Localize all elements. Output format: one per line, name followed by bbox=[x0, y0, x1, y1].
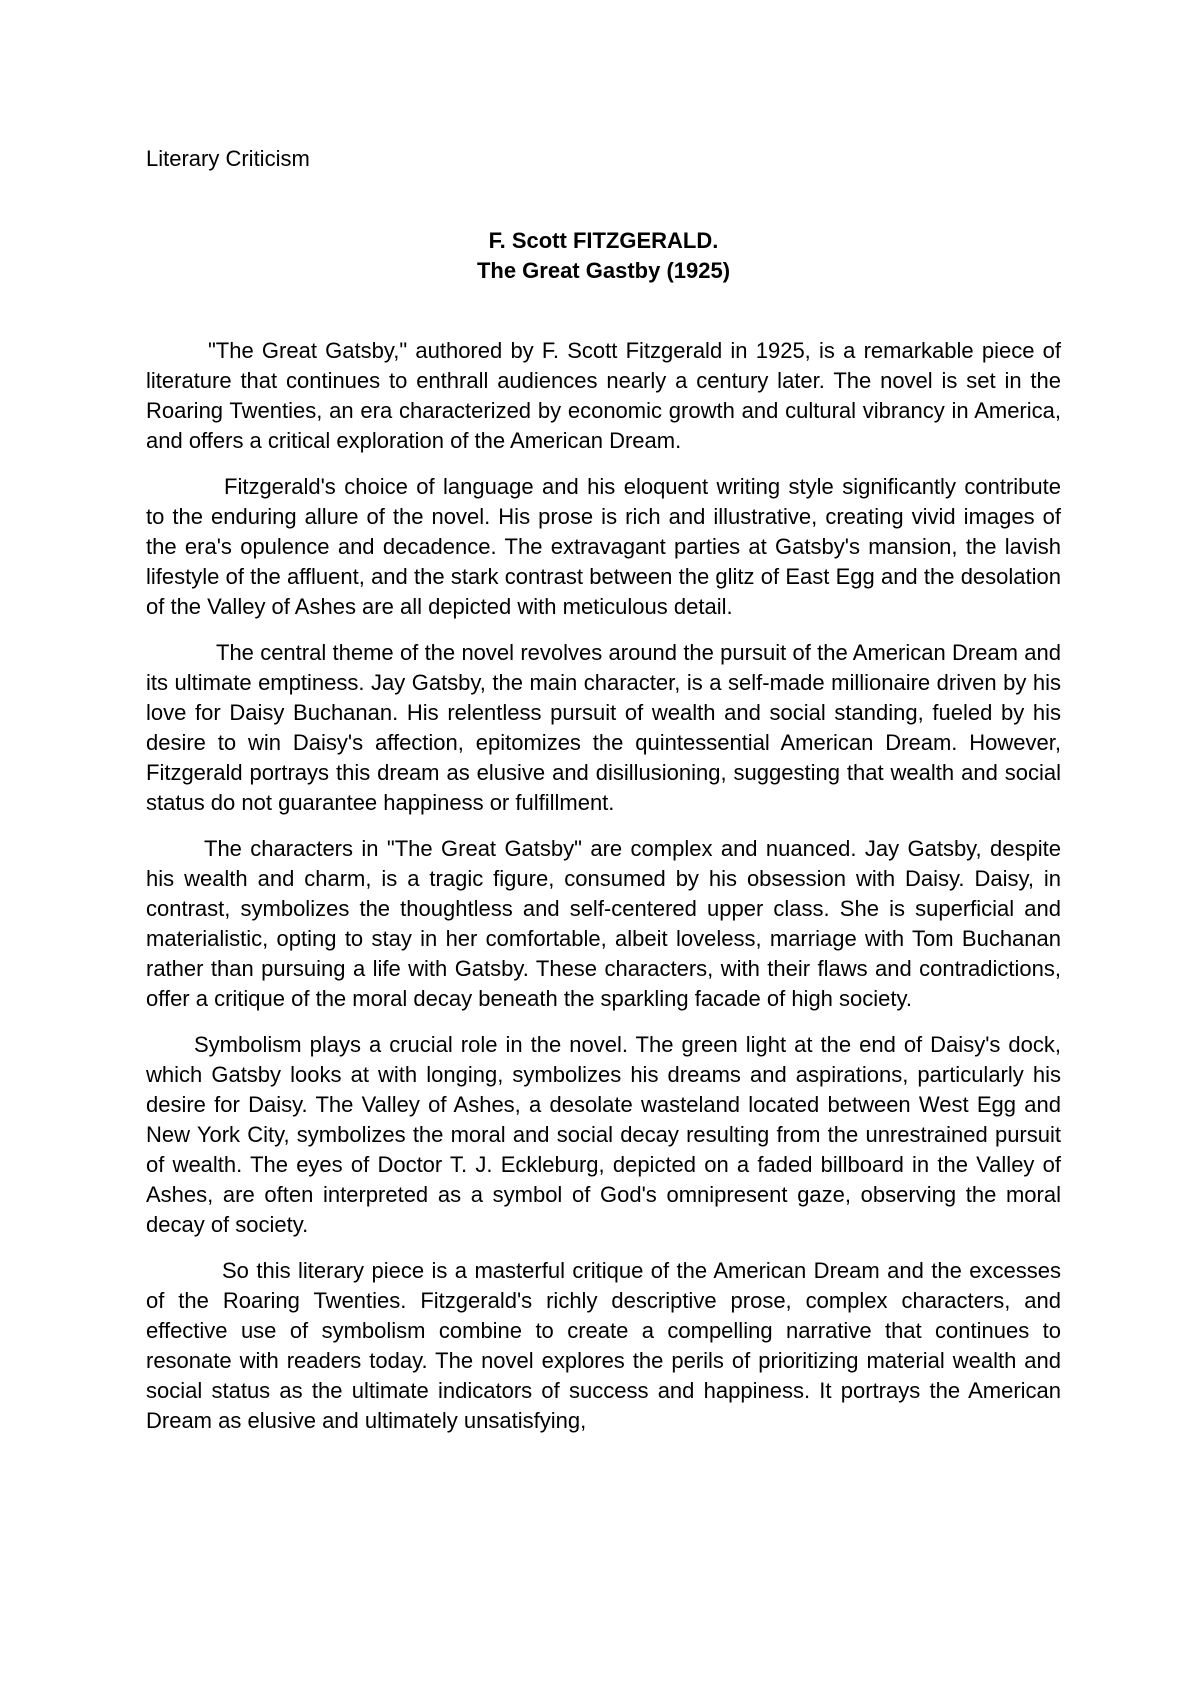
section-label: Literary Criticism bbox=[146, 146, 310, 171]
author-heading: F. Scott FITZGERALD. bbox=[488, 228, 719, 253]
paragraph-language-style: Fitzgerald's choice of language and his eloquent writing style significantly contribute to the enduring allure of the novel. His prose is rich and illustrative, creating vivid images of the era's opulence and decadence. The extravagant parties at Gatsby's mansion, the lavish lifestyle of the affluent, and the stark contrast between the glitz of East Egg and the desolation of the Valley of Ashes are all depicted with meticulous detail. bbox=[146, 474, 1061, 619]
title-block bbox=[146, 226, 1061, 286]
paragraph-conclusion: So this literary piece is a masterful critique of the American Dream and the excesses of the Roaring Twenties. Fitzgerald's richly descriptive prose, complex characters, and effective use of symbolism combine to create a compelling narrative that continues to resonate with readers today. The novel explores the perils of prioritizing material wealth and social status as the ultimate indicators of success and happiness. It portrays the American Dream as elusive and ultimately unsatisfying, bbox=[146, 1258, 1061, 1433]
essay-body bbox=[146, 336, 1061, 1436]
paragraph-characters: The characters in "The Great Gatsby" are complex and nuanced. Jay Gatsby, despite his wealth and charm, is a tragic figure, consumed by his obsession with Daisy. Daisy, in contrast, symbolizes the thoughtless and self-centered upper class. She is superficial and materialistic, opting to stay in her comfortable, albeit loveless, marriage with Tom Buchanan rather than pursuing a life with Gatsby. These characters, with their flaws and contradictions, offer a critique of the moral decay beneath the sparkling facade of high society. bbox=[146, 836, 1061, 1011]
paragraph-central-theme: The central theme of the novel revolves around the pursuit of the American Dream and its ultimate emptiness. Jay Gatsby, the main character, is a self-made millionaire driven by his love for Daisy Buchanan. His relentless pursuit of wealth and social standing, fueled by his desire to win Daisy's affection, epitomizes the quintessential American Dream. However, Fitzgerald portrays this dream as elusive and disillusioning, suggesting that wealth and social status do not guarantee happiness or fulfillment. bbox=[146, 640, 1061, 815]
document-page bbox=[146, 142, 1061, 1452]
paragraph-intro: "The Great Gatsby," authored by F. Scott Fitzgerald in 1925, is a remarkable piece of literature that continues to enthrall audiences nearly a century later. The novel is set in the Roaring Twenties, an era characterized by economic growth and cultural vibrancy in America, and offers a critical exploration of the American Dream. bbox=[146, 338, 1061, 453]
book-title-heading: The Great Gastby (1925) bbox=[476, 258, 731, 283]
paragraph-symbolism: Symbolism plays a crucial role in the novel. The green light at the end of Daisy's dock, which Gatsby looks at with longing, symbolizes his dreams and aspirations, particularly his desire for Daisy. The Valley of Ashes, a desolate wasteland located between West Egg and New York City, symbolizes the moral and social decay resulting from the unrestrained pursuit of wealth. The eyes of Doctor T. J. Eckleburg, depicted on a faded billboard in the Valley of Ashes, are often interpreted as a symbol of God's omnipresent gaze, observing the moral decay of society. bbox=[146, 1032, 1061, 1237]
